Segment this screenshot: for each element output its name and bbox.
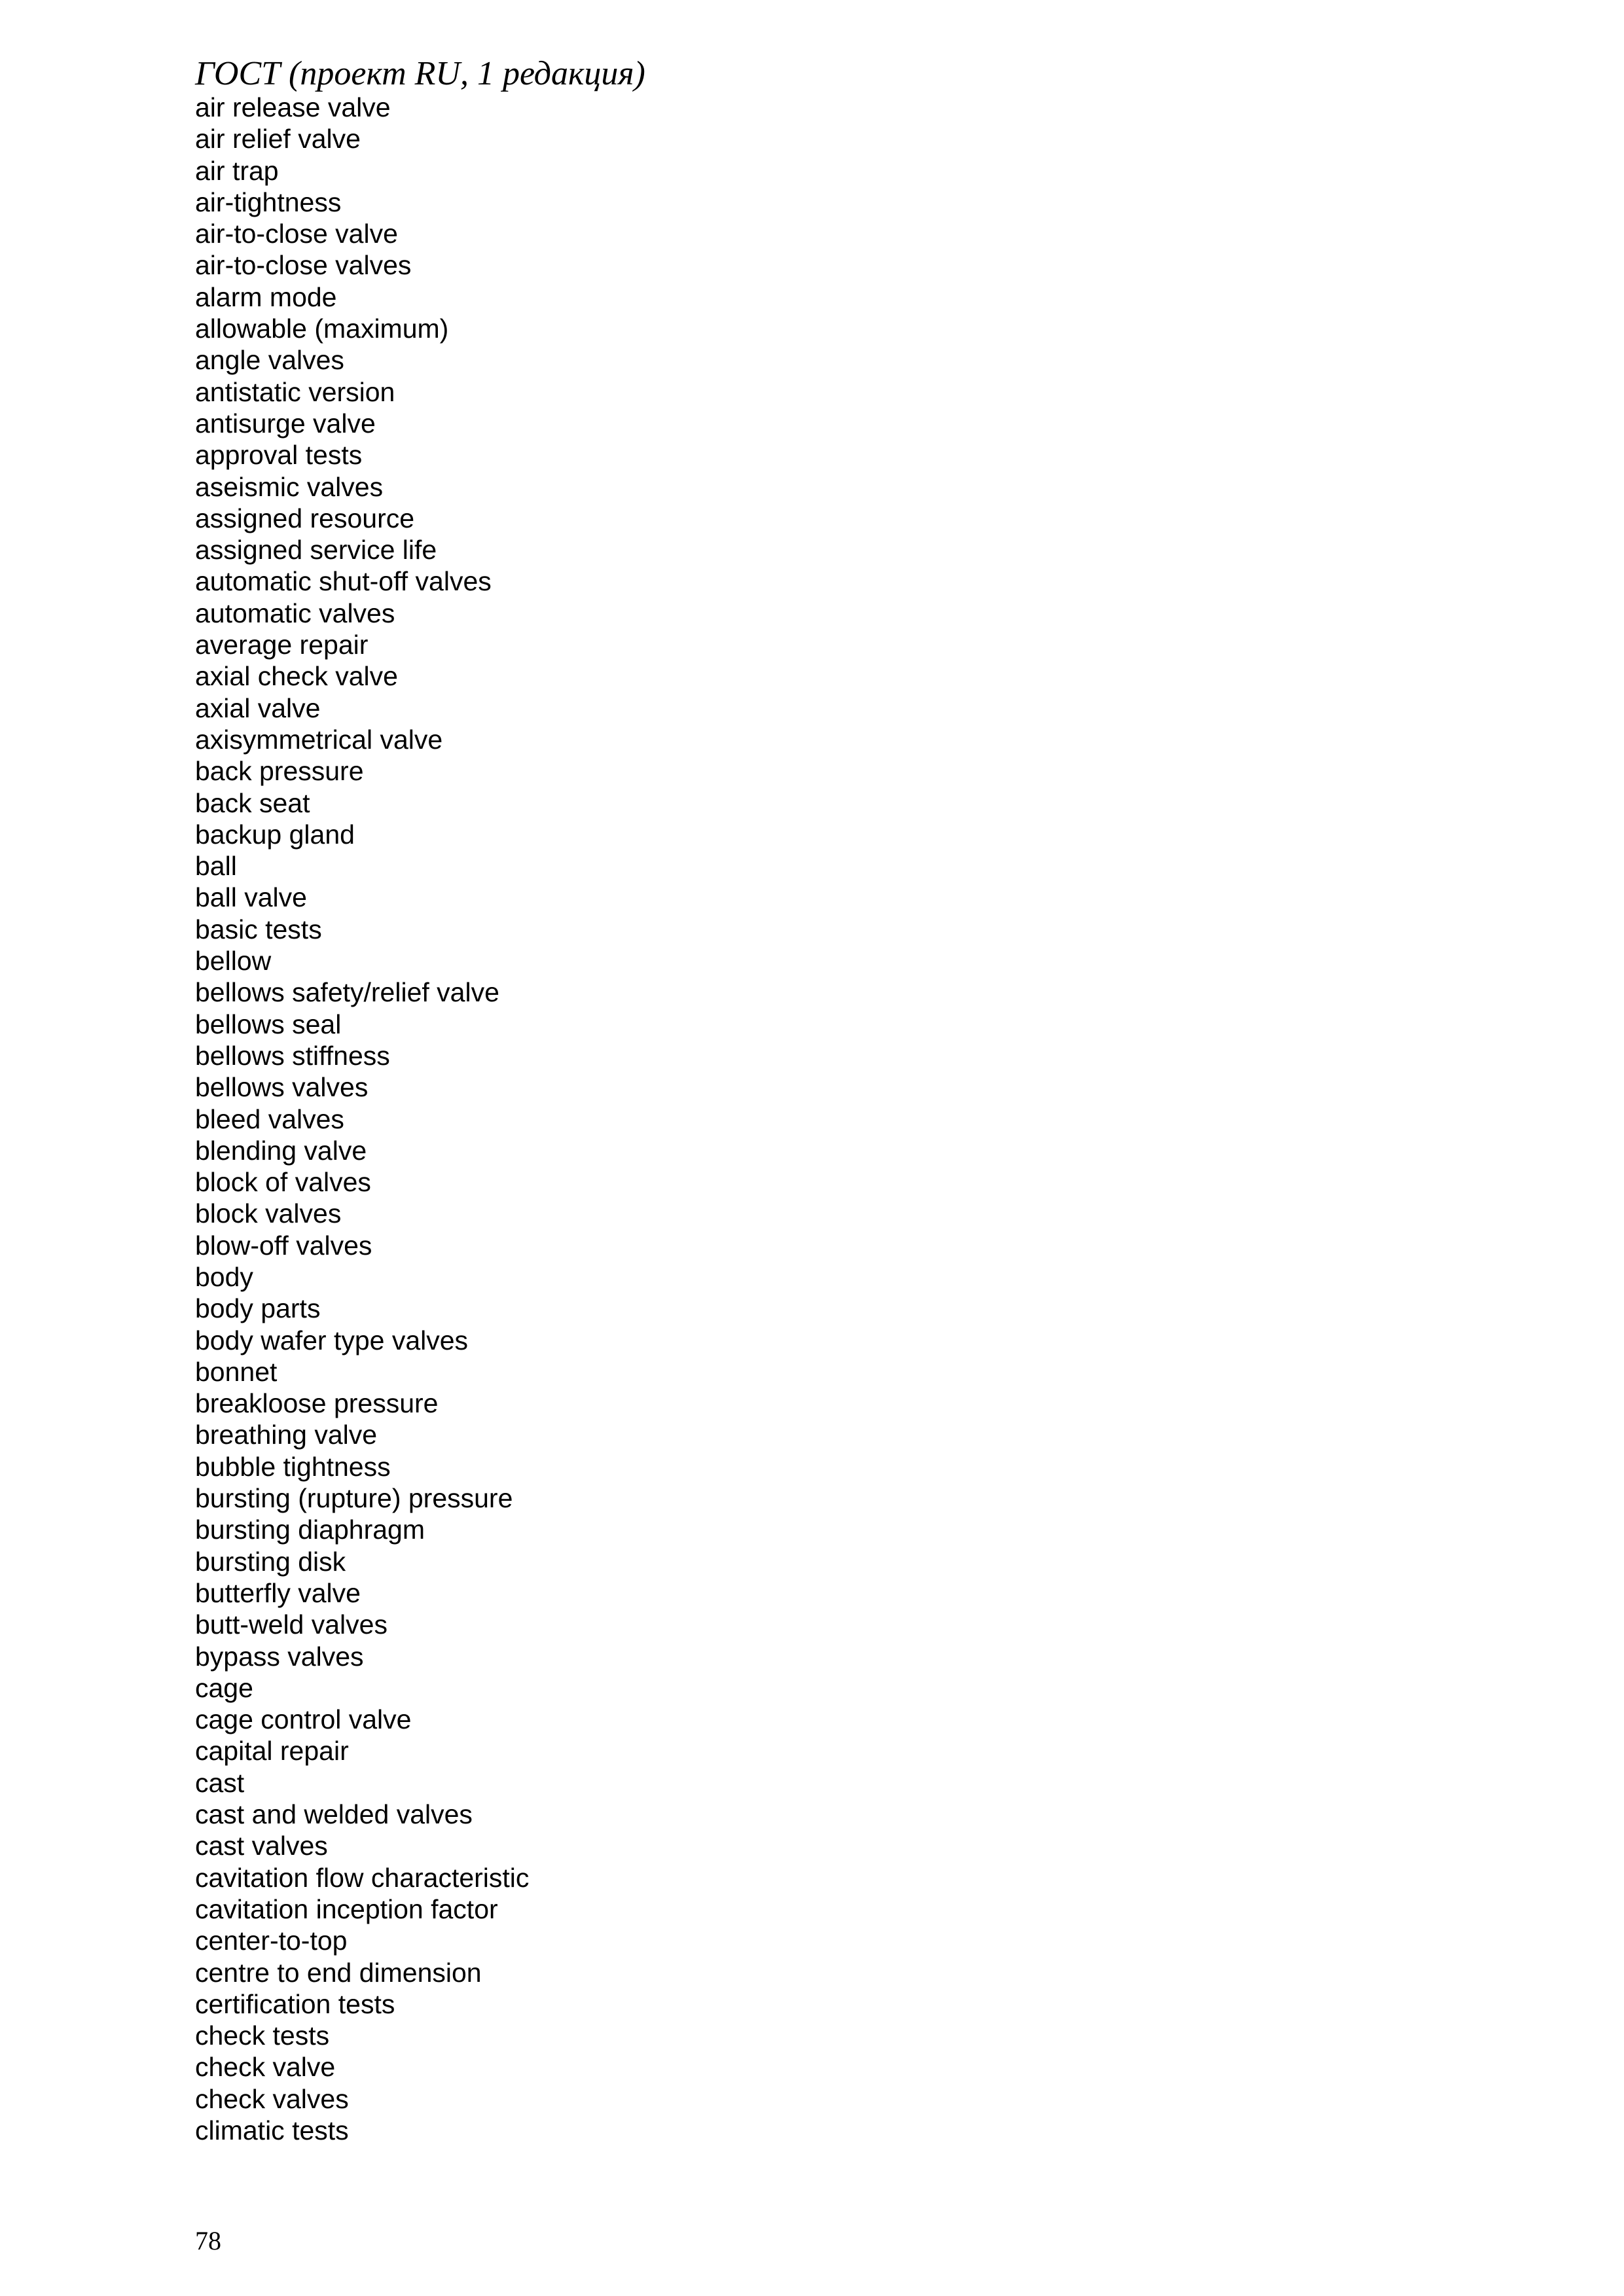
term-item: certification tests (195, 1988, 395, 2019)
term-item: climatic tests (195, 2115, 349, 2145)
term-item: air release valve (195, 92, 391, 122)
term-item: air relief valve (195, 124, 361, 154)
term-item: air-to-close valve (195, 219, 398, 249)
term-item: ball valve (195, 882, 307, 913)
term-list (195, 92, 529, 2146)
term-item: cast valves (195, 1831, 328, 1861)
term-item: breakloose pressure (195, 1388, 439, 1419)
term-item: assigned service life (195, 535, 437, 565)
term-item: bypass valves (195, 1641, 364, 1672)
term-item: cast and welded valves (195, 1799, 473, 1830)
term-item: bellows seal (195, 1009, 342, 1039)
term-item: bellows stiffness (195, 1040, 390, 1071)
term-item: capital repair (195, 1736, 349, 1767)
term-item: breathing valve (195, 1420, 378, 1450)
term-item: bursting diaphragm (195, 1515, 425, 1545)
term-item: back seat (195, 787, 310, 818)
term-item: body wafer type valves (195, 1325, 469, 1355)
term-item: antistatic version (195, 376, 395, 407)
term-item: bellows valves (195, 1072, 369, 1103)
term-item: basic tests (195, 914, 322, 944)
term-item: backup gland (195, 819, 355, 850)
term-item: approval tests (195, 440, 363, 471)
term-item: bleed valves (195, 1103, 344, 1134)
term-item: butt-weld valves (195, 1609, 388, 1640)
term-item: cage control valve (195, 1704, 412, 1735)
term-item: centre to end dimension (195, 1957, 482, 1988)
term-item: ball (195, 851, 237, 882)
term-item: bonnet (195, 1356, 278, 1387)
term-item: cavitation inception factor (195, 1893, 498, 1924)
term-item: axial valve (195, 692, 321, 723)
term-item: air-to-close valves (195, 250, 412, 281)
term-item: assigned resource (195, 503, 415, 533)
term-item: cast (195, 1767, 245, 1798)
term-item: blending valve (195, 1135, 367, 1166)
term-item: back pressure (195, 756, 364, 787)
term-item: body (195, 1261, 253, 1292)
term-item: bellows safety/relief valve (195, 977, 499, 1008)
term-item: bursting (rupture) pressure (195, 1483, 513, 1514)
term-item: butterfly valve (195, 1577, 361, 1608)
page-number: 78 (195, 2226, 221, 2255)
term-item: average repair (195, 630, 369, 660)
term-item: axial check valve (195, 661, 398, 692)
term-item: cavitation flow characteristic (195, 1862, 530, 1893)
term-item: allowable (maximum) (195, 314, 449, 344)
term-item: bursting disk (195, 1546, 346, 1577)
term-item: center-to-top (195, 1926, 348, 1956)
term-item: axisymmetrical valve (195, 724, 443, 755)
term-item: check valve (195, 2052, 336, 2083)
term-item: bubble tightness (195, 1451, 391, 1482)
term-item: alarm mode (195, 281, 337, 312)
term-item: automatic valves (195, 598, 395, 628)
term-item: antisurge valve (195, 408, 376, 439)
term-item: check tests (195, 2020, 330, 2051)
term-item: check valves (195, 2083, 349, 2114)
term-item: bellow (195, 946, 272, 977)
term-item: air-tightness (195, 187, 342, 217)
term-item: angle valves (195, 345, 344, 376)
term-item: block valves (195, 1198, 342, 1229)
term-item: aseismic valves (195, 471, 384, 502)
term-item: body parts (195, 1293, 321, 1324)
page-header: ГОСТ (проект RU, 1 редакция) (195, 55, 645, 92)
term-item: blow-off valves (195, 1230, 372, 1261)
term-item: air trap (195, 155, 279, 186)
term-item: automatic shut-off valves (195, 566, 492, 597)
term-item: cage (195, 1672, 253, 1703)
term-item: block of valves (195, 1167, 371, 1198)
